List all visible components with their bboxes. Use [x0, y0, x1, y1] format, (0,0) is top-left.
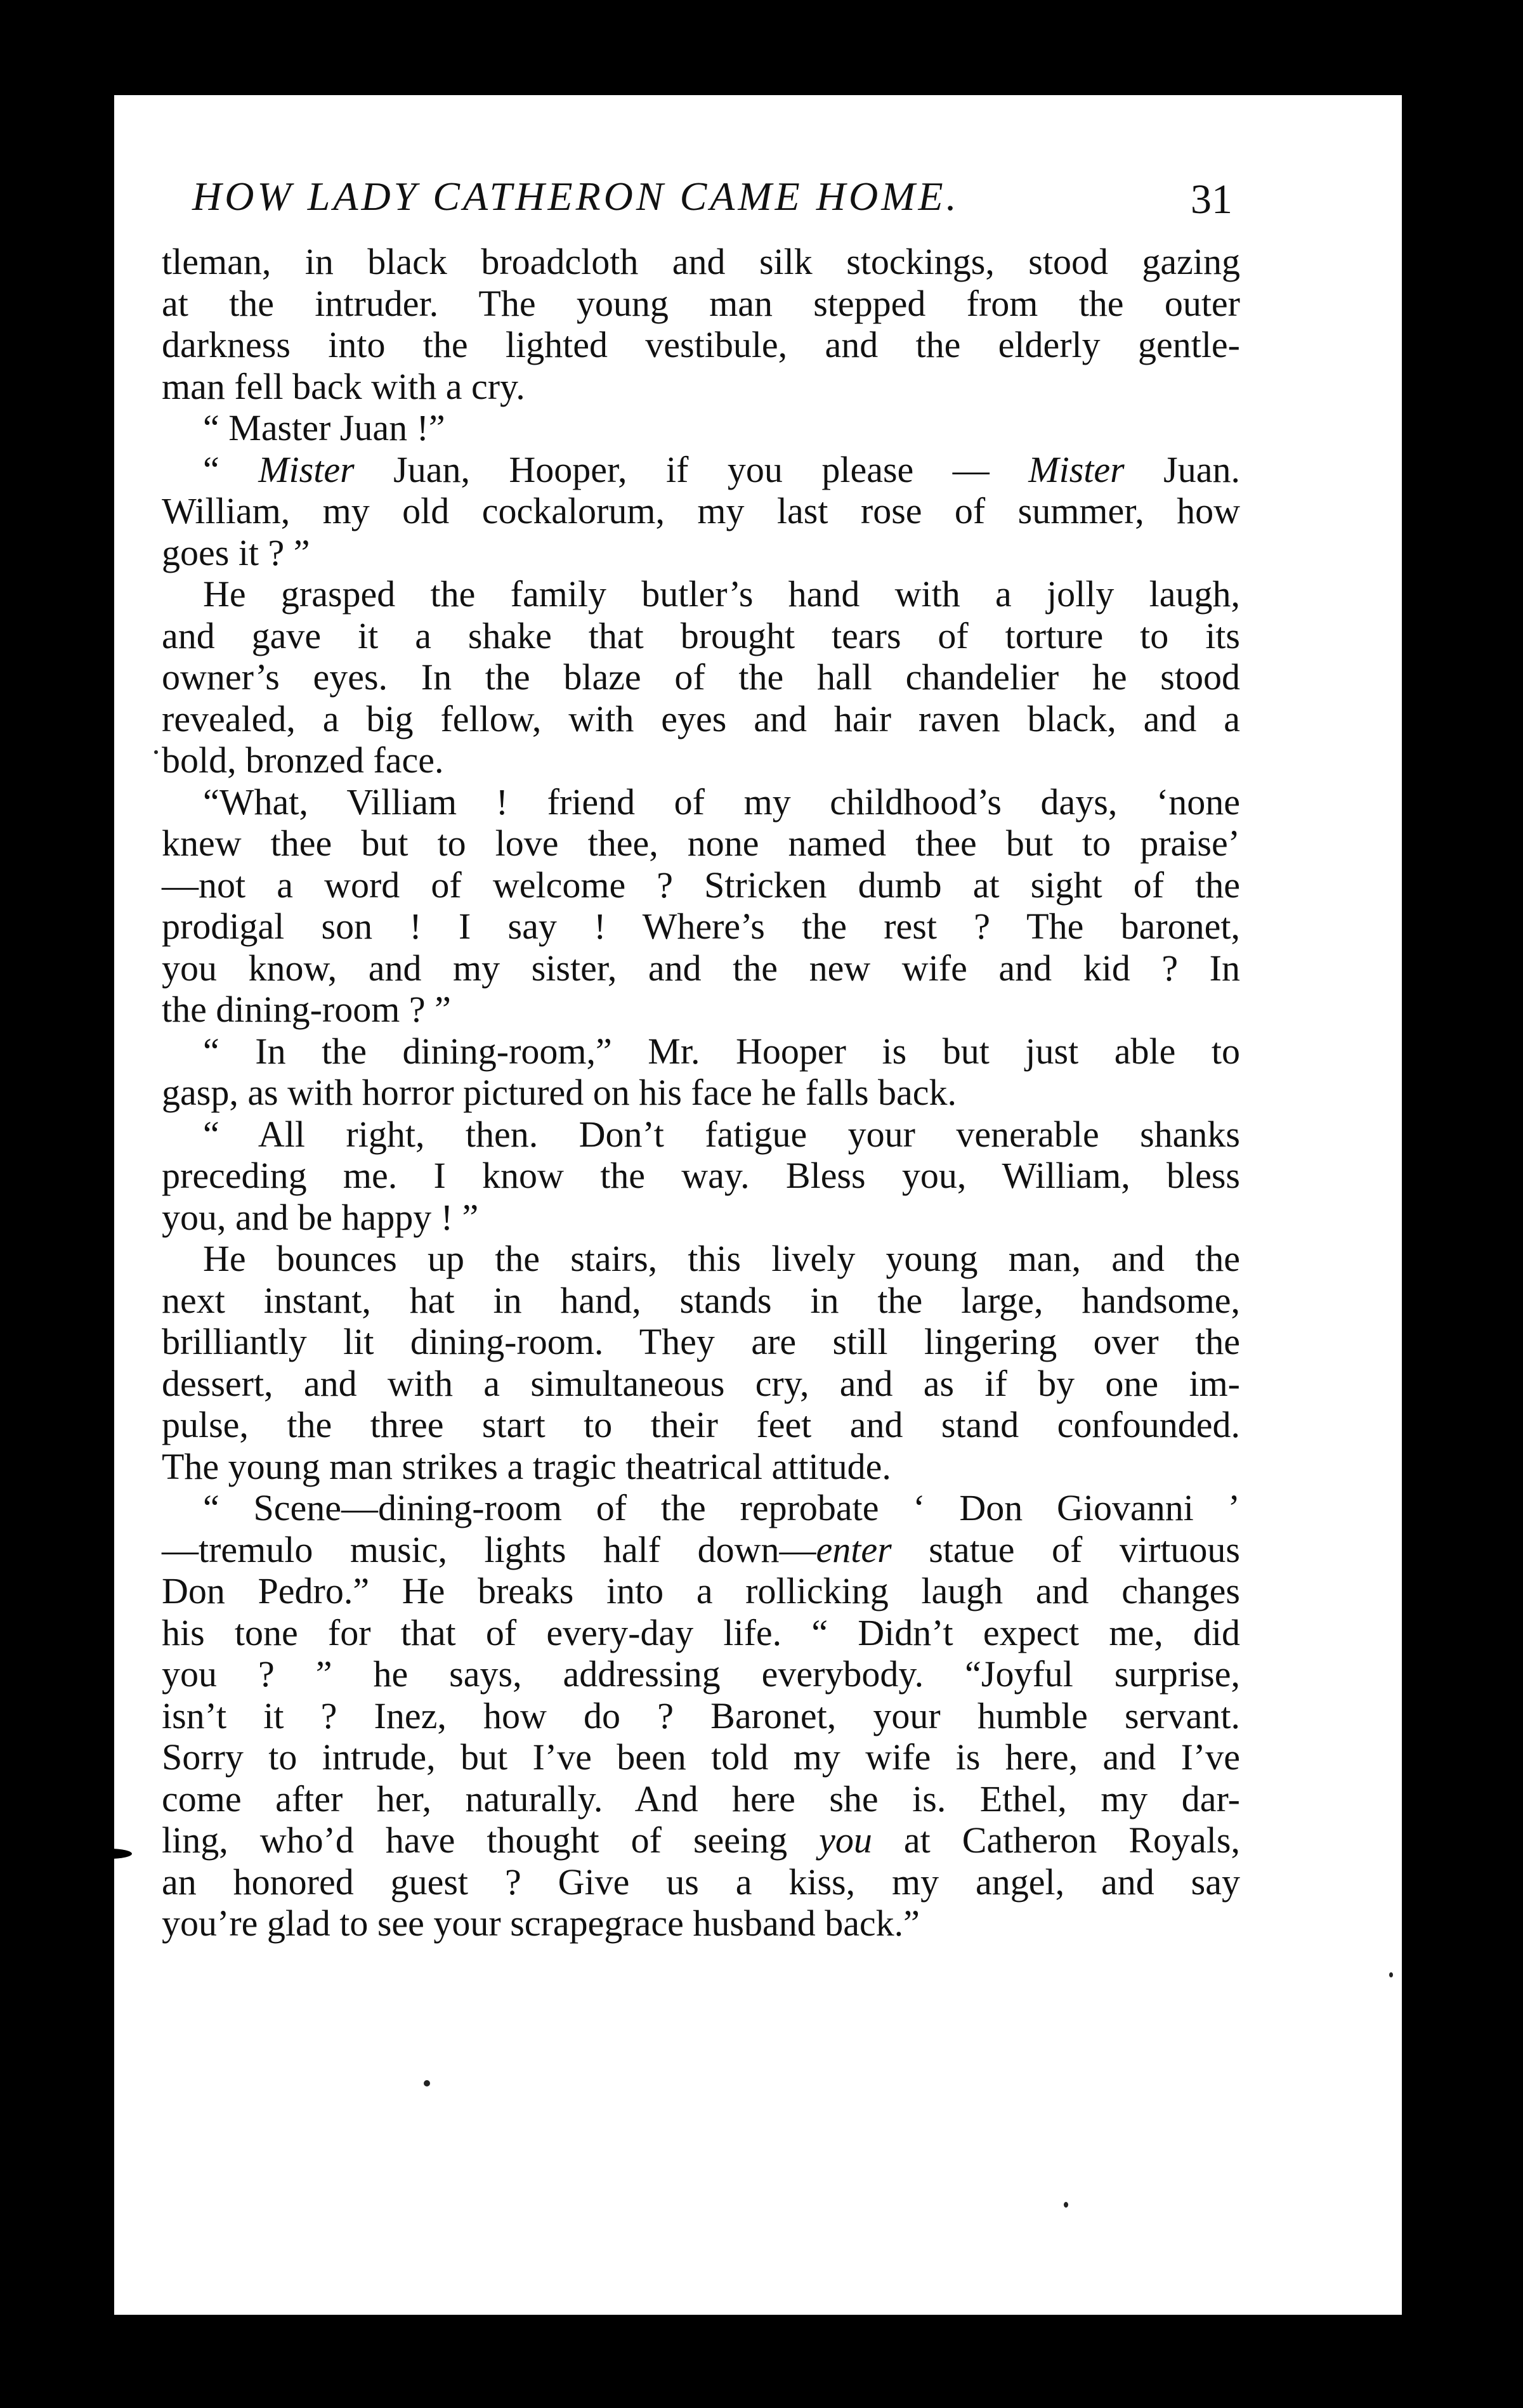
text-line: “ All right, then. Don’t fatigue your venerable shanks [203, 1113, 1240, 1155]
text-line: The young man strikes a tragic theatrical attitude. [162, 1445, 891, 1487]
running-header [192, 173, 1232, 230]
scan-edge-mark [88, 1849, 132, 1859]
body-text [162, 241, 1240, 2105]
text-line: He bounces up the stairs, this lively young man, and the [203, 1238, 1240, 1279]
page-number: 31 [1191, 176, 1232, 223]
ink-speck [424, 2080, 430, 2086]
text-line [162, 1529, 1240, 1571]
text-line: isn’t it ? Inez, how do ? Baronet, your humble servant. [162, 1695, 1240, 1736]
text-line: brilliantly lit dining-room. They are still lingering over the [162, 1321, 1240, 1362]
text-line: his tone for that of every-day life. “ Didn’t expect me, did [162, 1611, 1240, 1653]
text-line: preceding me. I know the way. Bless you, William, bless [162, 1155, 1240, 1196]
text-line: next instant, hat in hand, stands in the large, handsome, [162, 1279, 1240, 1321]
text-run: Juan. [1124, 448, 1240, 490]
text-line [162, 449, 1240, 491]
text-line: dessert, and with a simultaneous cry, and as if by one im- [162, 1362, 1240, 1404]
text-line [162, 1819, 1240, 1861]
text-run: statue of virtuous [891, 1528, 1240, 1570]
ink-speck [1389, 1972, 1393, 1977]
ink-speck [1064, 2202, 1068, 2208]
text-line: Sorry to intrude, but I’ve been told my wife is here, and I’ve [162, 1736, 1240, 1778]
text-line: an honored guest ? Give us a kiss, my angel, and say [162, 1861, 1240, 1903]
text-line: you know, and my sister, and the new wife and kid ? In [162, 947, 1240, 989]
text-line: pulse, the three start to their feet and stand confounded. [162, 1404, 1240, 1445]
text-line: “ Scene—dining-room of the reprobate ‘ Don Giovanni ’ [203, 1487, 1240, 1528]
ink-speck [154, 750, 158, 754]
italic-text: Mister [258, 448, 355, 490]
text-line: “ In the dining-room,” Mr. Hooper is but just able to [203, 1030, 1240, 1072]
text-line: prodigal son ! I say ! Where’s the rest ? The baronet, [162, 906, 1240, 947]
text-line: Don Pedro.” He breaks into a rollicking laugh and changes [162, 1570, 1240, 1611]
text-line: bold, bronzed face. [162, 739, 444, 781]
text-line: tleman, in black broadcloth and silk stockings, stood gazing [162, 241, 1240, 282]
text-line: gasp, as with horror pictured on his face he falls back. [162, 1072, 957, 1113]
text-line: the dining-room ? ” [162, 989, 451, 1030]
text-line: William, my old cockalorum, my last rose of summer, how [162, 490, 1240, 531]
text-line: darkness into the lighted vestibule, and the elderly gentle- [162, 324, 1240, 365]
italic-text: enter [816, 1528, 892, 1570]
text-run: ling, who’d have thought of seeing [162, 1819, 820, 1861]
text-line: and gave it a shake that brought tears of torture to its [162, 615, 1240, 656]
text-run: at Catheron Royals, [872, 1819, 1240, 1861]
text-line: revealed, a big fellow, with eyes and hair raven black, and a [162, 698, 1240, 739]
text-line: He grasped the family butler’s hand with a jolly laugh, [203, 573, 1240, 615]
text-line: at the intruder. The young man stepped from the outer [162, 282, 1240, 324]
text-line: you ? ” he says, addressing everybody. “Joyful surprise, [162, 1653, 1240, 1695]
text-line: goes it ? ” [162, 531, 310, 573]
italic-text: you [819, 1819, 872, 1861]
text-line: come after her, naturally. And here she is. Ethel, my dar- [162, 1778, 1240, 1819]
text-run: “ [203, 448, 259, 490]
text-run: —tremulo music, lights half down— [162, 1528, 816, 1570]
text-line: man fell back with a cry. [162, 365, 525, 407]
italic-text: Mister [1028, 448, 1125, 490]
text-line: you’re glad to see your scrapegrace husband back.” [162, 1903, 920, 1944]
text-run: Juan, Hooper, if you please — [354, 448, 1029, 490]
text-line: “ Master Juan !” [203, 407, 445, 448]
text-line: knew thee but to love thee, none named thee but to praise’ [162, 823, 1240, 864]
text-line: owner’s eyes. In the blaze of the hall chandelier he stood [162, 656, 1240, 698]
text-line: you, and be happy ! ” [162, 1196, 479, 1238]
running-title: HOW LADY CATHERON CAME HOME. [192, 174, 960, 219]
text-line: “What, Villiam ! friend of my childhood’s days, ‘none [203, 781, 1240, 823]
text-line: —not a word of welcome ? Stricken dumb at sight of the [162, 864, 1240, 906]
